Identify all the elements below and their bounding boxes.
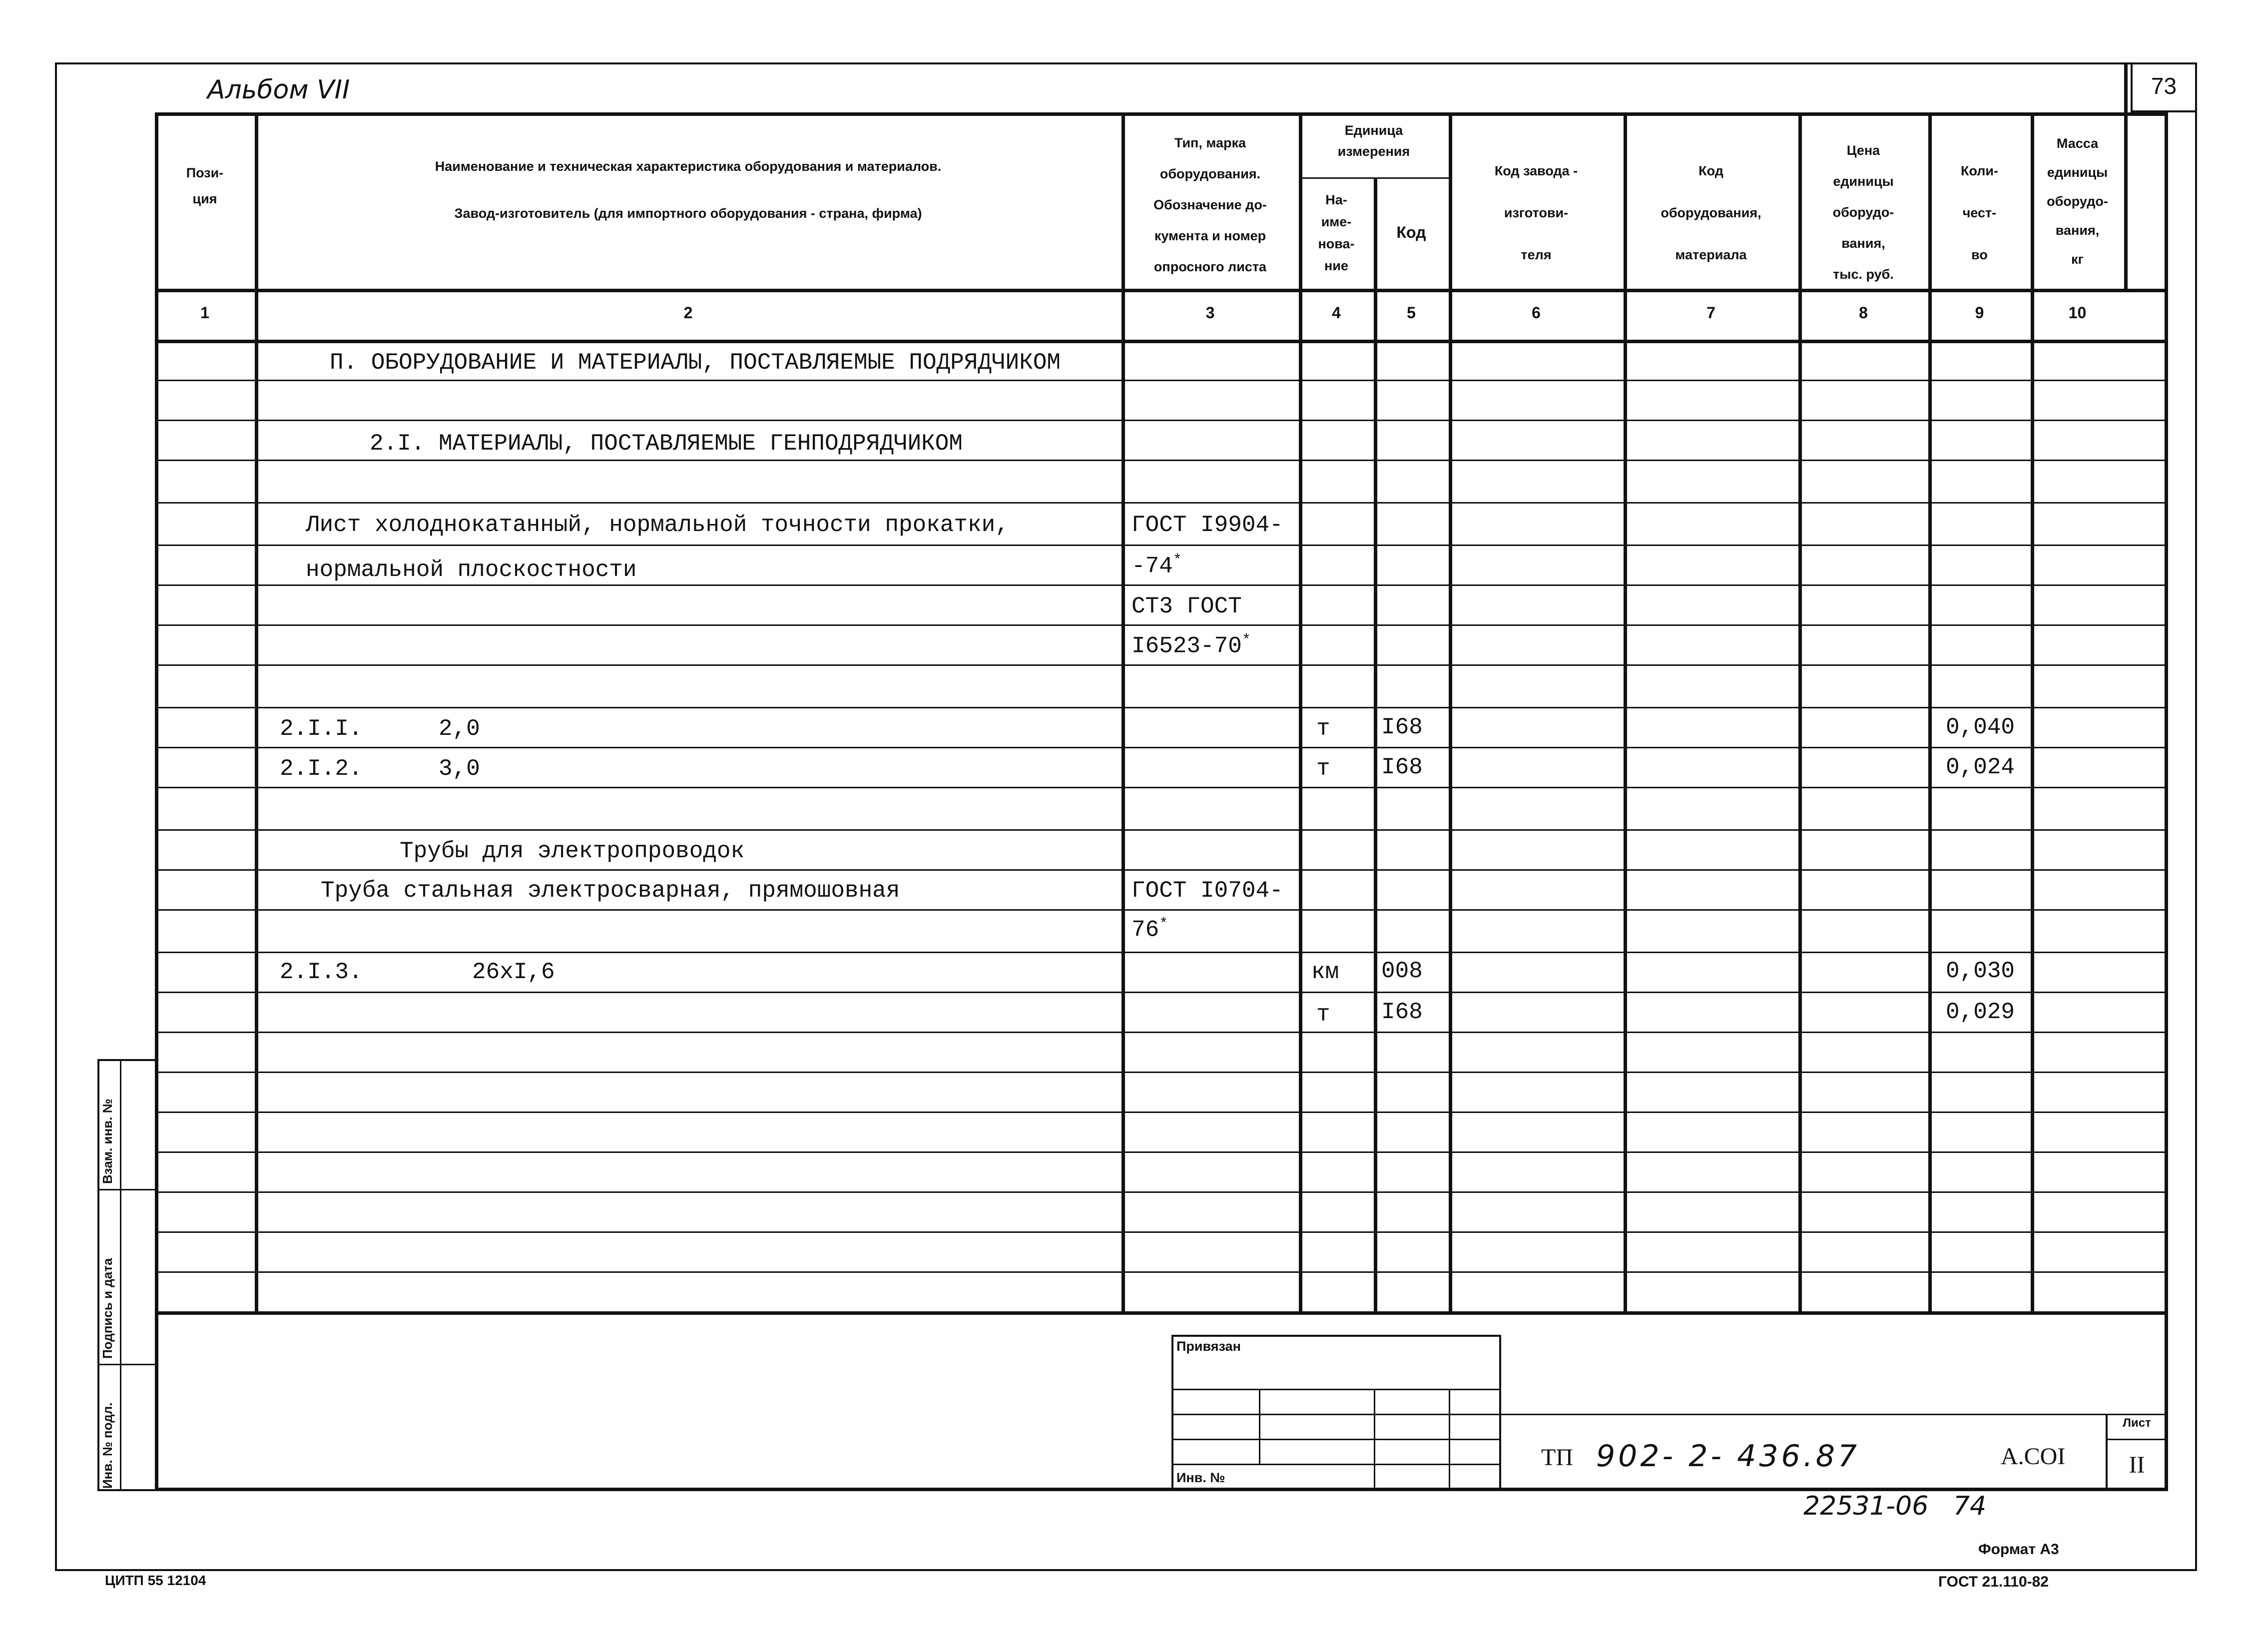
doc-code-prefix: ТП (1541, 1444, 1573, 1471)
stamp-line (1171, 1464, 1501, 1465)
row2-code: I68 (1381, 754, 1423, 780)
row-line (155, 1231, 2168, 1233)
pipe-name: Труба стальная электросварная, прямошовная (321, 878, 900, 904)
row-line (155, 380, 2168, 381)
row4-code: I68 (1381, 999, 1423, 1025)
album-title: Альбом VII (207, 75, 350, 105)
colnum-2: 2 (683, 304, 693, 322)
row-line (155, 869, 2168, 871)
row3-name: 26хI,6 (472, 959, 555, 985)
header-unit-name: На- име- нова- ние (1318, 192, 1355, 273)
colnum-4: 4 (1332, 304, 1341, 322)
side-label-replace-inv: Взам. инв. № (100, 1099, 115, 1184)
row-line (155, 747, 2168, 748)
row-line (155, 584, 2168, 586)
sheet-doc-line4: I6523-70* (1131, 632, 1251, 659)
table-bottom-line (155, 1311, 2168, 1315)
row-line (155, 952, 2168, 953)
colnum-3: 3 (1205, 304, 1215, 322)
row-line (155, 992, 2168, 993)
row-line (155, 1032, 2168, 1033)
row-line (155, 829, 2168, 831)
side-strip-line (97, 1364, 157, 1365)
sheet-number: II (2129, 1452, 2145, 1478)
row-line (155, 664, 2168, 666)
side-strip-line (97, 1189, 157, 1190)
header-type: Тип, марка оборудования. Обозначение до- кумента и номер опросного листа (1153, 135, 1267, 274)
row2-unit: т (1316, 756, 1330, 782)
doc-suffix: А.СОI (2001, 1443, 2066, 1470)
stamp-col (1374, 1389, 1375, 1491)
col-line-3 (1299, 112, 1302, 1311)
col-line-4 (1374, 177, 1377, 1311)
row1-code: I68 (1381, 714, 1423, 740)
row-line (155, 420, 2168, 421)
doc-code: 902- 2- 436.87 (1596, 1439, 1860, 1474)
colnum-6: 6 (1532, 304, 1541, 322)
row2-name: 3,0 (439, 756, 480, 782)
header-name-line2: Завод-изготовитель (для импортного оборудования - страна, фирма) (454, 206, 922, 221)
colnum-1: 1 (200, 304, 209, 322)
row4-quantity: 0,029 (1946, 999, 2015, 1025)
sheet-doc-line3: СТ3 ГОСТ (1131, 593, 1242, 619)
row-line (155, 1151, 2168, 1153)
row4-unit: т (1316, 1002, 1330, 1028)
side-label-orig-inv: Инв. № подл. (100, 1402, 115, 1489)
title-block-top (1501, 1414, 2168, 1415)
colnum-7: 7 (1706, 304, 1715, 322)
header-factory-code: Код завода - изготови- теля (1494, 163, 1578, 262)
col-line-8 (1928, 112, 1932, 1311)
stamp-privyazan-box (1171, 1335, 1501, 1491)
sheet-doc-line2: -74* (1131, 552, 1182, 579)
pipe-doc-line2: 76* (1131, 916, 1168, 943)
col-line-10 (2124, 62, 2128, 292)
row-line (155, 1072, 2168, 1073)
row1-unit: т (1316, 716, 1330, 742)
row-line (155, 545, 2168, 546)
stamp-line (1171, 1414, 1501, 1415)
row-line (155, 707, 2168, 708)
row2-quantity: 0,024 (1946, 754, 2015, 780)
row-line (155, 624, 2168, 626)
colnum-bottom-line (155, 340, 2168, 343)
row2-position: 2.I.2. (280, 756, 363, 782)
sheet-label: Лист (2123, 1416, 2151, 1430)
header-name-line1: Наименование и техническая характеристика оборудования и материалов. (435, 159, 942, 174)
side-label-signature-date: Подпись и дата (100, 1258, 115, 1359)
stamp-line (1171, 1439, 1501, 1440)
header-unit-code: Код (1396, 223, 1426, 241)
gost-label: ГОСТ 21.110-82 (1938, 1574, 2049, 1590)
row3-code: 008 (1381, 958, 1423, 984)
row3-position: 2.I.3. (280, 959, 363, 985)
side-strip-divider (120, 1059, 121, 1491)
row1-quantity: 0,040 (1946, 714, 2015, 740)
header-equipment-code: Код оборудования, материала (1661, 163, 1761, 262)
stamp-line (1171, 1389, 1501, 1390)
row-line (155, 909, 2168, 911)
row1-name: 2,0 (439, 716, 480, 742)
sheet-name-line1: Лист холоднокатанный, нормальной точности прокатки, (306, 512, 1009, 538)
stamp-privyazan-label: Привязан (1176, 1339, 1241, 1354)
subsection-title: 2.I. МАТЕРИАЛЫ, ПОСТАВЛЯЕМЫЕ ГЕНПОДРЯДЧИКОМ (370, 431, 963, 457)
header-quantity: Коли- чест- во (1960, 163, 1999, 262)
col-line-5 (1449, 112, 1452, 1311)
row3-quantity: 0,030 (1946, 958, 2015, 984)
stamp-inv-label: Инв. № (1176, 1470, 1225, 1485)
section-title: П. ОБОРУДОВАНИЕ И МАТЕРИАЛЫ, ПОСТАВЛЯЕМЫЕ ПОДРЯДЧИКОМ (330, 350, 1061, 376)
colnum-8: 8 (1859, 304, 1868, 322)
header-price: Цена единицы оборудо- вания, тыс. руб. (1832, 143, 1894, 282)
row3-unit: км (1311, 959, 1339, 985)
header-mass: Масса единицы оборудо- вания, кг (2047, 136, 2108, 267)
pipes-title: Трубы для электропроводок (400, 838, 745, 864)
header-unit-group: Единица измерения (1337, 123, 1410, 159)
stamp-col (1259, 1389, 1260, 1464)
pipe-doc-line1: ГОСТ I0704- (1131, 878, 1283, 904)
sheet-box-line (2106, 1439, 2168, 1440)
row-line (155, 460, 2168, 461)
colnum-5: 5 (1407, 304, 1416, 322)
col-line-1 (255, 112, 258, 1311)
header-position: Пози- ция (186, 165, 224, 206)
row-line (155, 787, 2168, 788)
row-line (155, 502, 2168, 504)
row-line (155, 1271, 2168, 1273)
page-number: 73 (2151, 73, 2177, 99)
sheet-doc-line1: ГОСТ I9904- (1131, 512, 1283, 538)
col-line-6 (1624, 112, 1627, 1311)
col-line-9 (2031, 112, 2034, 1311)
handwritten-number: 22531-06 74 (1803, 1491, 1987, 1521)
format-label: Формат А3 (1978, 1541, 2059, 1558)
colnum-10: 10 (2068, 304, 2087, 322)
sheet-name-line2: нормальной плоскостности (306, 557, 637, 583)
row-line (155, 1191, 2168, 1193)
row-line (155, 1111, 2168, 1113)
row1-position: 2.I.I. (280, 716, 363, 742)
stamp-col (1449, 1389, 1450, 1491)
col-line-2 (1121, 112, 1125, 1311)
colnum-9: 9 (1975, 304, 1984, 322)
col-line-7 (1798, 112, 1802, 1311)
printer-code: ЦИТП 55 12104 (105, 1573, 206, 1588)
